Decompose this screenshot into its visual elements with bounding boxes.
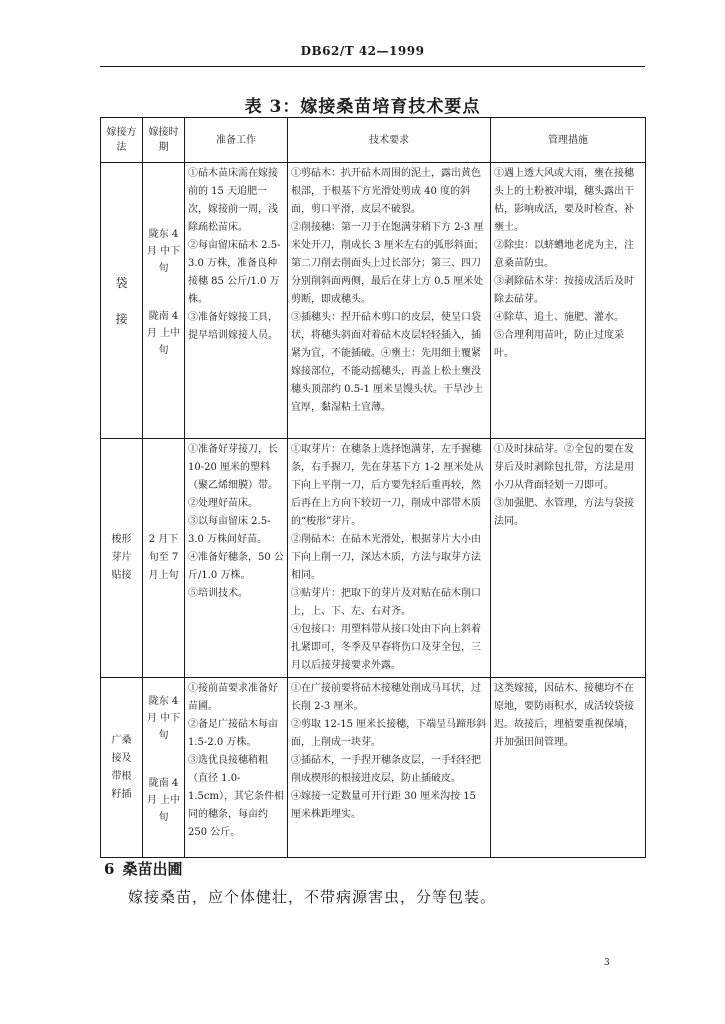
header-rule xyxy=(100,66,645,67)
mgmt-item: ①遇上透大风或大雨，壅在接穗头上的土粉被冲塌，穗头露出干枯，影响成活，要及时检查、补壅土。 xyxy=(494,168,634,233)
table-header-row xyxy=(101,118,646,163)
tech-cell xyxy=(288,163,491,439)
tech-item: ①取芽片：在穗条上选择饱满芽，左手握穗条，右手握刀，先在芽基下方 1-2 厘米处从下向上平削一刀，后方要先轻后重再较，然后再在上方向下较切一刀，削成中部带木质的“梭形”芽片。 xyxy=(291,444,484,527)
tech-cell xyxy=(288,439,491,678)
prep-item: ①准备好芽接刀，长 10-20 厘米的塑料（聚乙烯细膜）带。 xyxy=(188,444,278,491)
table-row xyxy=(101,163,646,439)
technique-table xyxy=(100,117,646,858)
header-tech: 技术要求 xyxy=(288,118,491,163)
section-title: 桑苗出圃 xyxy=(122,860,183,878)
header-mgmt: 管理措施 xyxy=(491,118,646,163)
tech-item: ④包接口：用塑料带从接口处由下向上斜着扎紧即可，冬季及早春将伤口及芽全包，三月以后接芽接要求外露。 xyxy=(291,624,481,671)
prep-cell xyxy=(185,439,288,678)
prep-item: ①砧木苗床需在嫁接前的 15 天追肥一次，嫁接前一周，浅除疏松苗床。 xyxy=(188,168,278,233)
tech-item: ②削砧木：在砧木光滑处，根据芽片大小由下向上削一刀，深达木质，方法与取芽方法相同。 xyxy=(291,534,481,581)
prep-item: ②处理好苗床。 xyxy=(188,498,258,509)
tech-item: ①剪砧木：扒开砧木周围的泥土，露出黄色根部，于根基下方光滑处剪成 40 度的斜面，剪口平滑，皮层不破裂。 xyxy=(291,168,481,215)
prep-item: ③准备好嫁接工具，提早培训嫁接人员。 xyxy=(188,312,278,341)
tech-item: ①在广接前要将砧木接穗处削成马耳状，过长削 2-3 厘米。 xyxy=(291,683,481,712)
table-row xyxy=(101,678,646,858)
prep-item: ⑤培训技术。 xyxy=(188,588,248,599)
period-text: 陇南 4 月 上中旬 xyxy=(146,310,181,356)
period-text: 陇东 4 月 中下旬 xyxy=(146,695,181,741)
mgmt-item: ②除虫：以蛴螬地老虎为主，注意桑苗防虫。 xyxy=(494,240,634,269)
header-period: 嫁接时期 xyxy=(143,118,185,163)
period-cell xyxy=(143,678,185,858)
prep-item: ①接前苗要求准备好苗圃。 xyxy=(188,683,278,712)
prep-item: ③以每亩留床 2.5-3.0 万株间好苗。 xyxy=(188,516,271,545)
tech-item: ③贴芽片：把取下的芽片及对贴在砧木削口上，上、下、左、右对齐。 xyxy=(291,588,481,617)
period-cell xyxy=(143,163,185,439)
mgmt-item: ④除草、追土、施肥、灌水。 xyxy=(494,312,624,323)
document-code: DB62/T 42—1999 xyxy=(300,44,425,58)
mgmt-cell xyxy=(491,678,646,858)
mgmt-item: 这类嫁接，因砧木、接穗均不在原地，要防雨积水，成活较袋接迟。故接后，埋植要重视保墒，并加强田间管理。 xyxy=(494,683,634,748)
header-prep: 准备工作 xyxy=(185,118,288,163)
period-text: 陇东 4 月 中下旬 xyxy=(146,228,181,274)
prep-item: ②备足广接砧木每亩 1.5-2.0 万株。 xyxy=(188,719,278,748)
prep-cell xyxy=(185,163,288,439)
tech-item: ④嫁接一定数量可开行距 30 厘米沟按 15 厘米株距埋实。 xyxy=(291,791,476,820)
prep-item: ②每亩留床砧木 2.5-3.0 万株，准备良种接穗 85 公斤/1.0 万株。 xyxy=(188,240,281,305)
tech-item: ③插砧木，一手捏开穗条皮层，一手轻轻把削成楔形的根接进皮层，防止插破皮。 xyxy=(291,755,481,784)
table-title: 表 3：嫁接桑苗培育技术要点 xyxy=(244,97,481,117)
tech-cell xyxy=(288,678,491,858)
header-method: 嫁接方法 xyxy=(101,118,143,163)
mgmt-item: ①及时抹砧芽。②全包的要在发芽后及时剥除包扎带，方法是用小刀从背面轻划一刀即可。 xyxy=(494,444,634,491)
mgmt-item: ③加强肥、水管理，方法与袋接法同。 xyxy=(494,498,634,527)
page-number: 3 xyxy=(604,958,610,968)
period-text: 陇南 4 月 上中旬 xyxy=(146,777,181,823)
mgmt-item: ③剥除砧木芽：按接成活后及时除去砧芽。 xyxy=(494,276,634,305)
section-heading xyxy=(104,858,182,879)
prep-item: ④准备好穗条，50 公斤/1.0 万株。 xyxy=(188,552,284,581)
period-cell: 2 月下旬至 7 月上旬 xyxy=(143,439,185,678)
section-number: 6 xyxy=(104,860,115,878)
table-row xyxy=(101,439,646,678)
method-cell: 袋 接 xyxy=(101,163,143,439)
body-paragraph: 嫁接桑苗，应个体健壮，不带病源害虫，分等包装。 xyxy=(128,888,497,906)
mgmt-item: ⑤合理利用苗叶，防止过度采叶。 xyxy=(494,330,624,359)
mgmt-cell xyxy=(491,439,646,678)
method-cell: 梭形 芽片 贴接 xyxy=(101,439,143,678)
tech-item: ②削接穗：第一刀于在饱满芽稍下方 2-3 厘米处开刀，削成长 3 厘米左右的弧形斜面；第二刀削去削面头上过长部分；第三、四刀分别削斜面两侧，最后在芽上方 0.5 厘米处剪断，即成穗头。 xyxy=(291,222,484,305)
prep-cell xyxy=(185,678,288,858)
mgmt-cell xyxy=(491,163,646,439)
method-cell: 广桑 接及 带根 籽插 xyxy=(101,678,143,858)
tech-item: ③插穗头：捏开砧木剪口的皮层，使呈口袋状，将穗头斜面对着砧木皮层轻轻插入，插紧为宜，不能插破。④壅土：先用细土覆紧嫁接部位，不能动摇穗头，再盖上松土壅没穗头顶部约 0.5-1 厘米呈馒头状。干旱沙土宜厚，黏湿粘土宜薄。 xyxy=(291,312,484,413)
tech-item: ②剪取 12-15 厘米长接穗，下端呈马蹄形斜面，上削成一块芽。 xyxy=(291,719,487,748)
prep-item: ③选优良接穗稍粗（直径 1.0-1.5cm），其它条件相同的穗条，每亩约 250 公斤。 xyxy=(188,755,284,838)
